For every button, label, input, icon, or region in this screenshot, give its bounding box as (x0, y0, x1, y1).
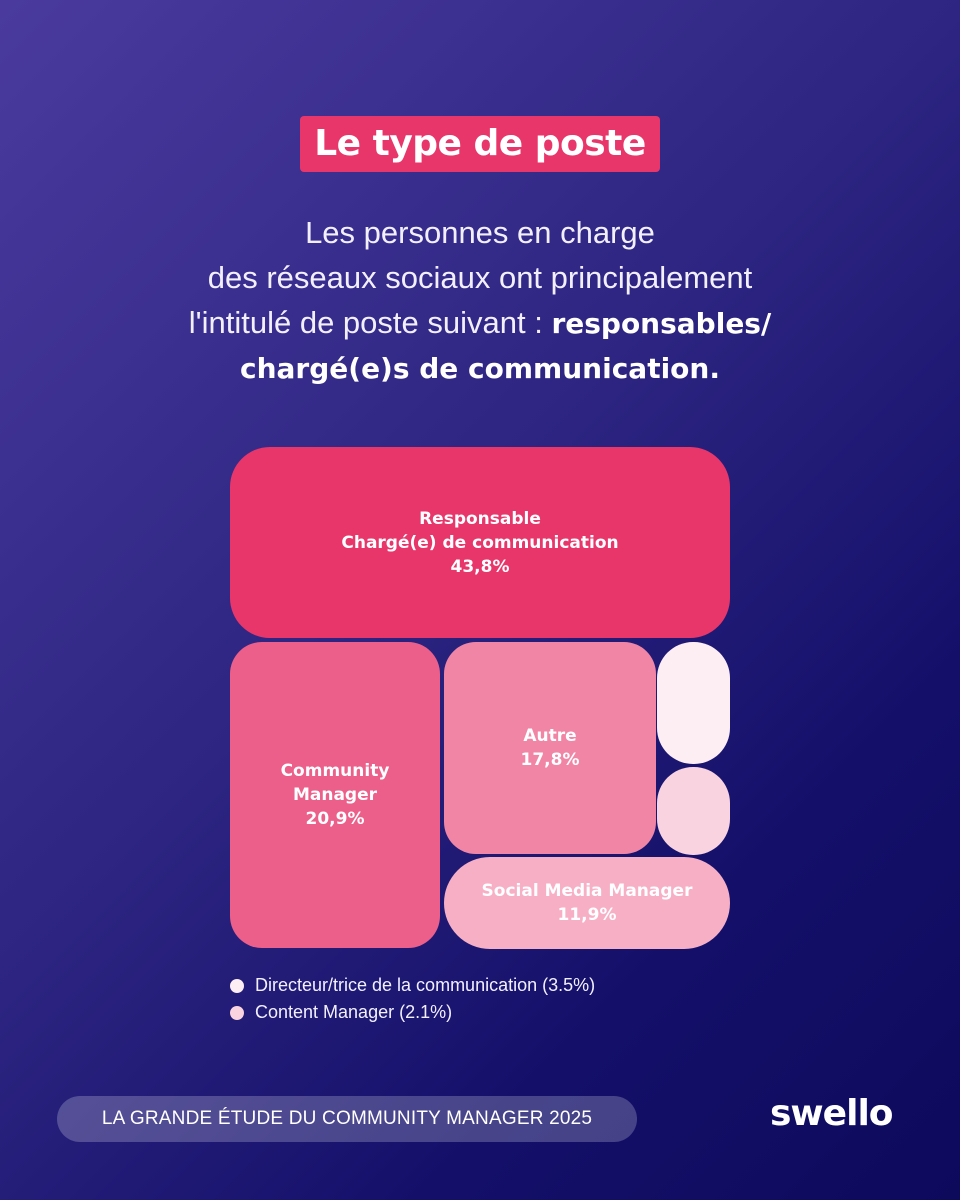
legend-label: Directeur/trice de la communication (3.5%) (255, 975, 596, 995)
treemap-block-content-manager (657, 767, 730, 855)
subtitle-line-1: Les personnes en charge (305, 215, 655, 250)
study-footer-label: LA GRANDE ÉTUDE DU COMMUNITY MANAGER 2025 (101, 1108, 593, 1129)
legend-dot-icon (230, 1006, 244, 1020)
swello-logo: swello (770, 1093, 893, 1134)
treemap-block-autre (444, 642, 656, 854)
legend-item (230, 999, 595, 1026)
subtitle-line-2: des réseaux sociaux ont principalement (207, 260, 753, 295)
subtitle-line-3-regular: l'intitulé de poste suivant : (188, 305, 552, 340)
legend-dot-icon (230, 979, 244, 993)
chart-legend (230, 972, 595, 1026)
treemap-label: Community Manager 20,9% (280, 761, 390, 829)
treemap-label: Social Media Manager 11,9% (481, 881, 693, 925)
treemap-block-directeur-trice-de-la-communication (657, 642, 730, 764)
subtitle-line-3 (60, 300, 900, 346)
page-title: Le type de poste (300, 116, 660, 172)
subtitle-line-3-bold: responsables/ (551, 307, 772, 340)
title-wrapper (0, 116, 960, 172)
treemap-block-community-manager (230, 642, 440, 948)
treemap-label: Autre 17,8% (520, 726, 580, 770)
treemap-block-responsable-charg-e-de-communication (230, 447, 730, 638)
subtitle (60, 210, 900, 391)
legend-item (230, 972, 595, 999)
study-footer-pill (57, 1096, 637, 1142)
treemap-block-social-media-manager (444, 857, 730, 949)
legend-label: Content Manager (2.1%) (255, 1002, 453, 1022)
subtitle-line-4-bold: chargé(e)s de communication. (240, 352, 720, 385)
treemap-label: Responsable Chargé(e) de communication 43,8% (341, 508, 619, 577)
treemap-chart (230, 447, 730, 949)
